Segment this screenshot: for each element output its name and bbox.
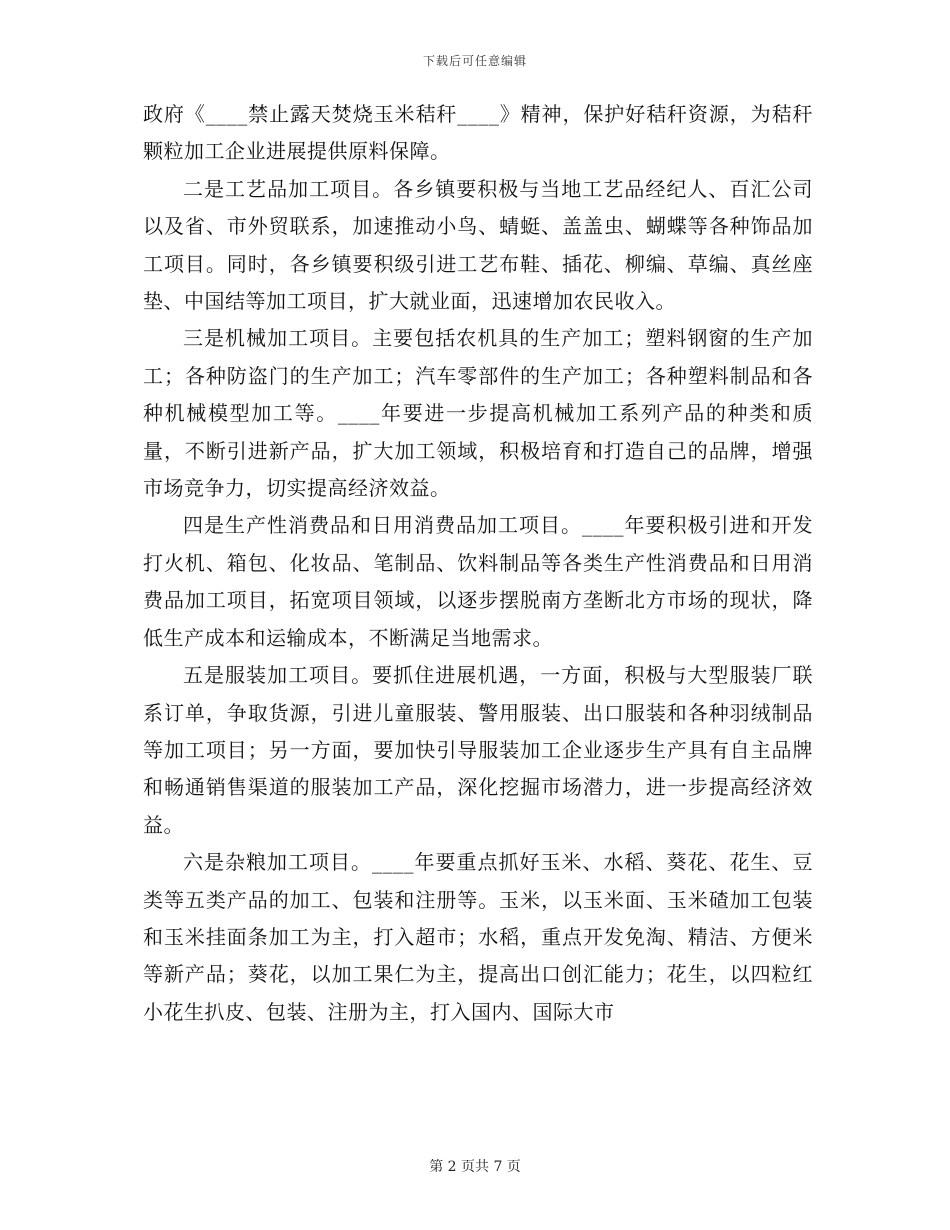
page-header-note: 下载后可任意编辑	[422, 54, 527, 68]
paragraph-crafts-processing: 二是工艺品加工项目。各乡镇要积极与当地工艺品经纪人、百汇公司以及省、市外贸联系，加速推动小鸟、蜻蜓、盖盖虫、蝴蝶等各种饰品加工项目。同时，各乡镇要积级引进工艺布鞋、插花、柳编、草编、真丝座垫、中国结等加工项目，扩大就业面，迅速增加农民收入。	[143, 176, 813, 314]
paragraph-consumer-goods-processing: 四是生产性消费品和日用消费品加工项目。____年要积极引进和开发打火机、箱包、化妆品、笔制品、饮料制品等各类生产性消费品和日用消费品加工项目，拓宽项目领域，以逐步摆脱南方垄断北方市场的现状，降低生产成本和运输成本，不断满足当地需求。	[143, 513, 813, 650]
paragraph-garment-processing: 五是服装加工项目。要抓住进展机遇，一方面，积极与大型服装厂联系订单，争取货源，引进儿童服装、警用服装、出口服装和各种羽绒制品等加工项目；另一方面，要加快引导服装加工企业逐步生产具有自主品牌和畅通销售渠道的服装加工产品，深化挖掘市场潜力，进一步提高经济效益。	[143, 663, 813, 837]
paragraph-grain-processing: 六是杂粮加工项目。____年要重点抓好玉米、水稻、葵花、花生、豆类等五类产品的加工、包装和注册等。玉米，以玉米面、玉米碴加工包装和玉米挂面条加工为主，打入超市；水稻，重点开发免淘、精洁、方便米等新产品；葵花，以加工果仁为主，提高出口创汇能力；花生，以四粒红小花生扒皮、包装、注册为主，打入国内、国际大市	[143, 850, 813, 1024]
paragraph-straw-resources: 政府《____禁止露天焚烧玉米秸秆____》精神，保护好秸秆资源，为秸秆颗粒加工企业进展提供原料保障。	[143, 102, 813, 164]
document-body	[143, 96, 813, 1031]
page-number: 第 2 页共 7 页	[429, 1159, 521, 1175]
paragraph-machinery-processing: 三是机械加工项目。主要包括农机具的生产加工；塑料钢窗的生产加工；各种防盗门的生产加工；汽车零部件的生产加工；各种塑料制品和各种机械模型加工等。____年要进一步提高机械加工系列产品的种类和质量，不断引进新产品，扩大加工领域，积极培育和打造自己的品牌，增强市场竞争力，切实提高经济效益。	[143, 326, 813, 501]
